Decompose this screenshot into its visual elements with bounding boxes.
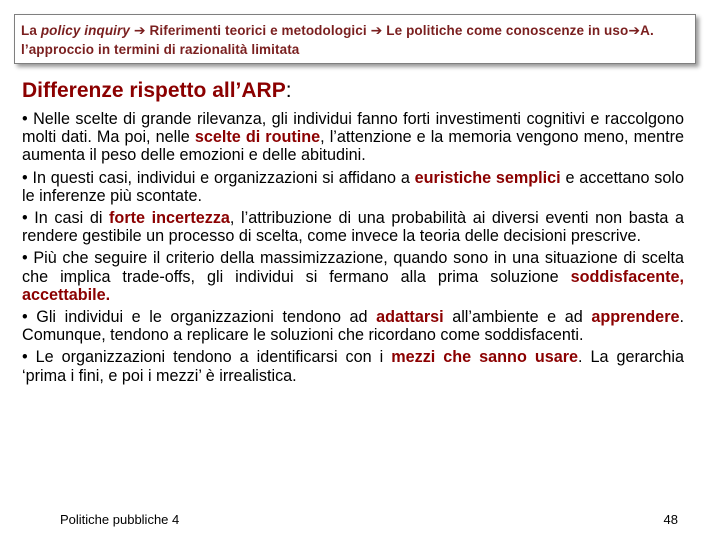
slide-title [22, 79, 292, 103]
bullet-text: • Più che seguire il criterio della massimizzazione, quando sono in una situazione di scelta che implica trade-offs, gli individui si fermano alla prima soluzione [22, 249, 684, 286]
bullet-item [22, 348, 684, 384]
breadcrumb-part1: La [21, 23, 41, 38]
bullet-text: . Comunque, tendono a replicare le soluzioni che ricordano come soddisfacenti. [22, 308, 684, 345]
slide-title-colon: : [285, 79, 292, 102]
bullet-text: • Gli individui e le organizzazioni tendono ad [22, 308, 377, 327]
breadcrumb-policy-inquiry: policy inquiry [40, 23, 130, 38]
bullet-item [22, 209, 684, 245]
bullet-text: e accettano solo le inferenze più scontate. [22, 168, 684, 205]
bullet-text: • In questi casi, individui e organizzazioni si affidano a [22, 168, 415, 187]
bullet-item [22, 249, 684, 304]
bullet-text: • Nelle scelte di grande rilevanza, gli individui fanno forti investimenti cognitivi e raccolgono molti dati. Ma poi, nelle [22, 110, 684, 147]
footer-course-title: Politiche pubbliche 4 [60, 512, 180, 527]
bullet-item [22, 308, 684, 344]
bullet-item [22, 110, 684, 165]
bullet-text: . La gerarchia ‘prima i fini, e poi i mezzi’ è irrealistica. [22, 348, 684, 385]
header-breadcrumb-box [14, 14, 696, 64]
bullet-highlight: mezzi che sanno usare [391, 348, 579, 367]
bullet-item [22, 169, 684, 205]
bullet-text: , l’attenzione e la memoria vengono meno, mentre aumenta il peso delle emozioni e delle abitudini. [22, 128, 684, 165]
bullet-text: • Le organizzazioni tendono a identificarsi con i [22, 348, 392, 367]
bullet-text: • In casi di [22, 209, 110, 228]
breadcrumb [21, 21, 691, 59]
arrow-right-icon: ➔ [133, 22, 146, 38]
arrow-right-icon: ➔ [628, 22, 641, 38]
breadcrumb-part3: Le politiche come conoscenze in uso [382, 23, 629, 38]
bullet-highlight: euristiche semplici [414, 168, 561, 187]
footer-page-number: 48 [663, 512, 678, 527]
breadcrumb-part4: A. l’approccio in termini di razionalità limitata [21, 23, 654, 57]
bullet-highlight: adattarsi [376, 308, 444, 327]
bullet-list [22, 110, 684, 389]
bullet-highlight: apprendere [591, 308, 680, 327]
bullet-highlight: scelte di routine [194, 128, 321, 147]
breadcrumb-part2: Riferimenti teorici e metodologici [145, 23, 371, 38]
slide-title-text: Differenze rispetto all’ARP [22, 79, 286, 102]
bullet-highlight: soddisfacente, accettabile. [22, 267, 684, 304]
bullet-highlight: forte incertezza [109, 209, 230, 228]
bullet-text: all’ambiente e ad [443, 308, 592, 327]
arrow-right-icon: ➔ [370, 22, 383, 38]
bullet-text: , l’attribuzione di una probabilità ai diversi eventi non basta a rendere gestibile un processo di scelta, come invece la teoria delle decisioni prescrive. [22, 209, 684, 246]
